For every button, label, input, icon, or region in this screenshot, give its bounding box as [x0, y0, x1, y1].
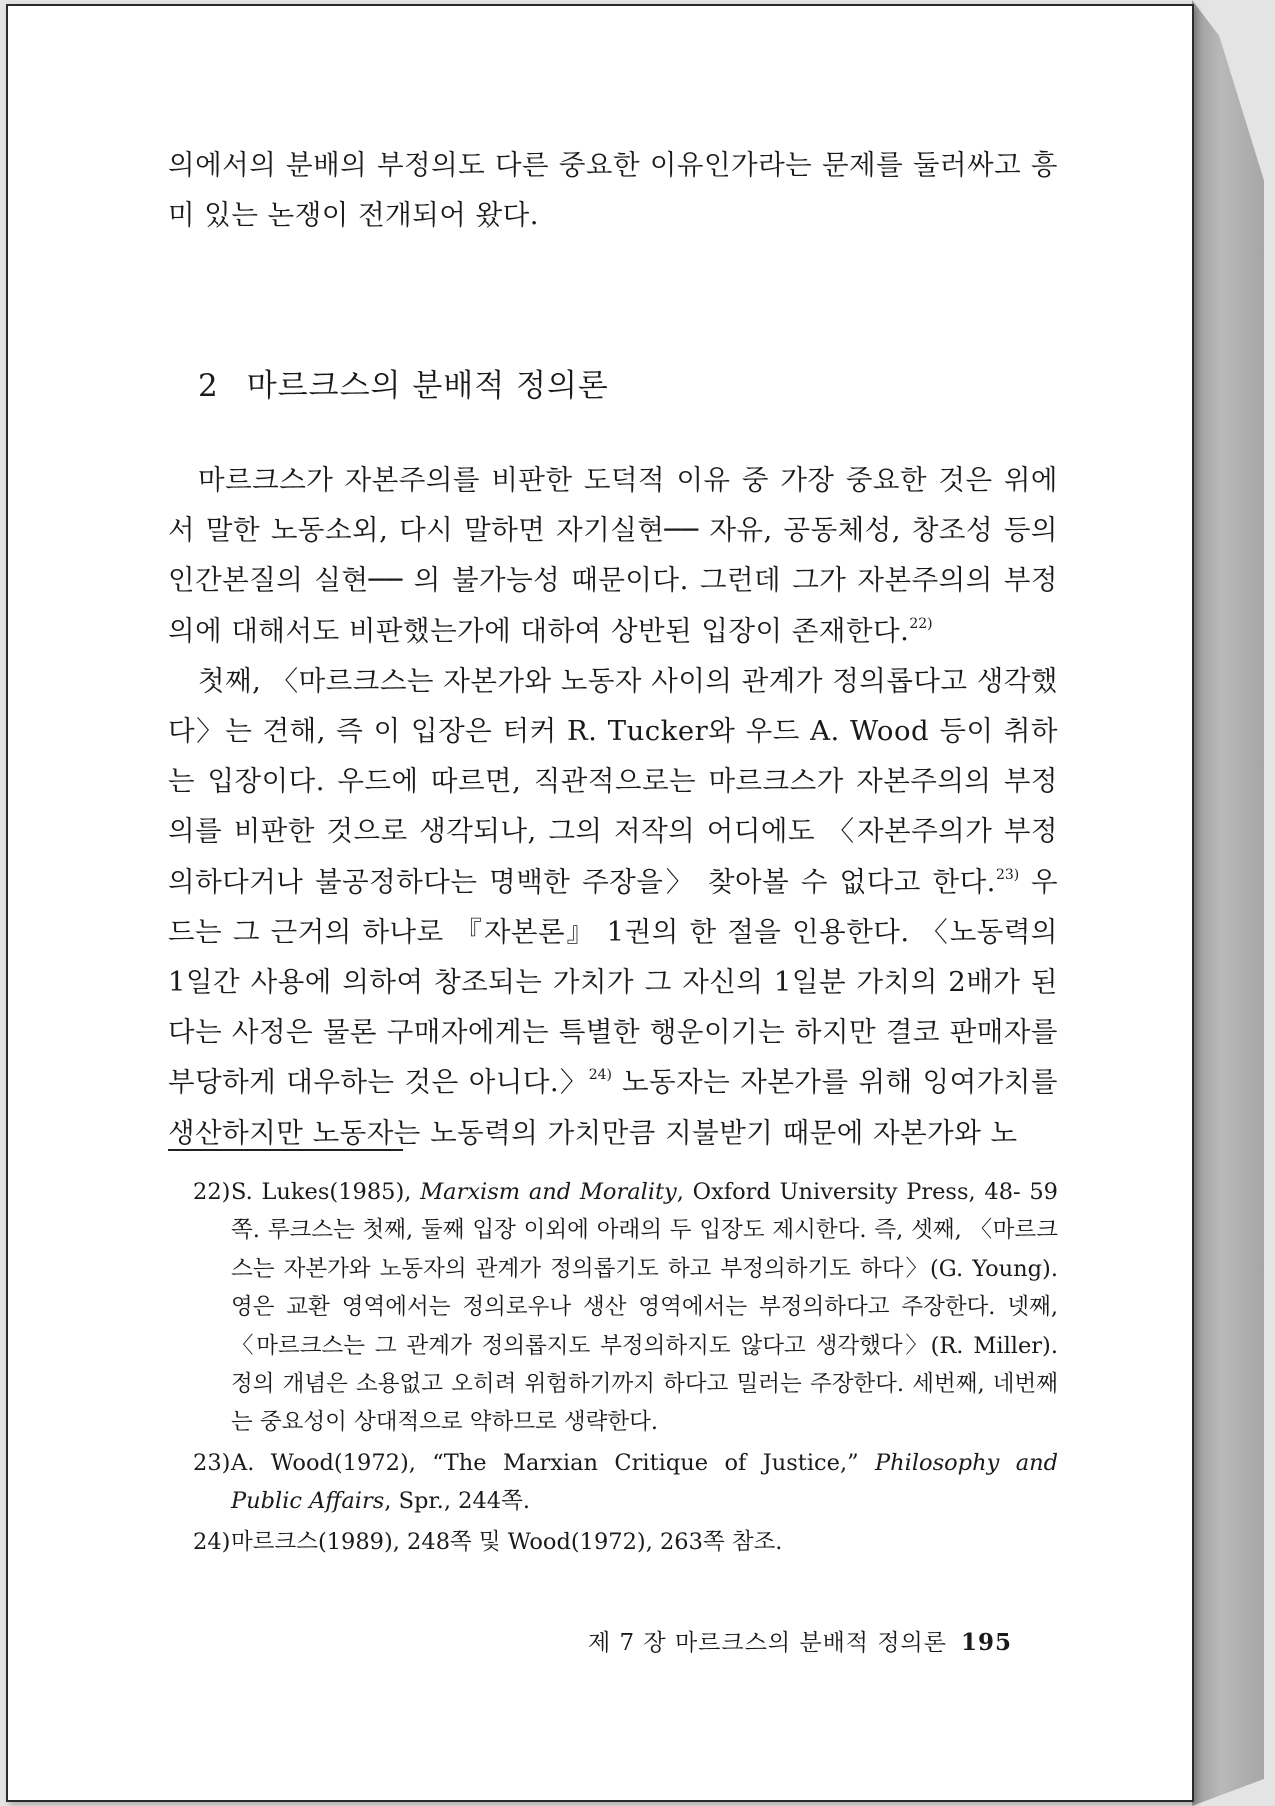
footnote-text [231, 1444, 1058, 1521]
book-edge [1192, 0, 1264, 1806]
paragraph-2-text-b: 우드는 그 근거의 하나로 『자본론』 1권의 한 절을 인용한다. 〈노동력의 1일간 사용에 의하여 창조되는 가치가 그 자신의 1일분 가치의 2배가 된다는 사정은 물론 구매자에게는 특별한 행운이기는 하지만 결코 판매자를 부당하게 대우하는 것은 아니다.〉 [168, 865, 1059, 1099]
paragraph-2 [168, 656, 1058, 1158]
footnotes [193, 1173, 1058, 1563]
footnote-text-post: , Oxford University Press, 48- 59쪽. 루크스는 첫째, 둘째 입장 이외에 아래의 두 입장도 제시한다. 즉, 셋째, 〈마르크스는 자본가와 노동자의 관계가 정의롭기도 하고 부정의하기도 하다〉(G. Young). 영은 교환 영역에서는 정의로우나 생산 영역에서는 부정의하다고 주장한다. 넷째, 〈마르크스는 그 관계가 정의롭지도 부정의하지도 않다고 생각했다〉(R. Miller). 정의 개념은 소용없고 오히려 위험하기까지 하다고 밀러는 주장한다. 세번째, 네번째는 중요성이 상대적으로 약하므로 생략한다. [231, 1179, 1058, 1436]
section-number: 2 [198, 368, 219, 404]
footnote-22 [193, 1173, 1058, 1442]
paragraph-2-text-a: 첫째, 〈마르크스는 자본가와 노동자 사이의 관계가 정의롭다고 생각했다〉는 견해, 즉 이 입장은 터커 R. Tucker와 우드 A. Wood 등이 취하는 입장이다. 우드에 따르면, 직관적으로는 마르크스가 자본주의의 부정의를 비판한 것으로 생각되나, 그의 저작의 어디에도 〈자본주의가 부정의하다거나 불공정하다는 명백한 주장을〉 찾아볼 수 없다고 한다. [168, 664, 1058, 898]
section-heading [198, 360, 609, 405]
page-number: 195 [960, 1629, 1012, 1656]
footnote-book-title: Marxism and Morality [420, 1179, 677, 1205]
continuation-block [168, 140, 1058, 240]
chapter-title: 제 7 장 마르크스의 분배적 정의론 [587, 1630, 947, 1656]
footnote-text-pre: 마르크스(1989), 248쪽 및 Wood(1972), 263쪽 참조. [231, 1528, 783, 1555]
footnote-text-post: , Spr., 244쪽. [384, 1488, 530, 1515]
footnote-ref-24: 24) [588, 1067, 612, 1084]
footnote-text-pre: S. Lukes(1985), [231, 1179, 421, 1205]
footnote-number: 23) [193, 1449, 231, 1476]
main-text [168, 455, 1058, 1158]
paragraph-2-text-c: 노동자는 자본가를 위해 잉여가치를 생산하지만 노동자는 노동력의 가치만큼 지불받기 때문에 자본가와 노 [168, 1066, 1058, 1149]
footnote-number: 24) [193, 1528, 231, 1555]
footnote-ref-23: 23) [995, 866, 1020, 883]
running-footer [588, 1624, 1012, 1657]
footnote-divider [168, 1149, 403, 1151]
footnote-text-pre: A. Wood(1972), “The Marxian Critique of Justice,” [231, 1449, 876, 1476]
footnote-journal-title: Philosophy and Public Affairs [231, 1449, 1059, 1515]
continuation-paragraph: 의에서의 분배의 부정의도 다른 중요한 이유인가라는 문제를 둘러싸고 흥미 있는 논쟁이 전개되어 왔다. [168, 149, 1058, 232]
paragraph-1 [168, 455, 1058, 656]
paragraph-1-text: 마르크스가 자본주의를 비판한 도덕적 이유 중 가장 중요한 것은 위에서 말한 노동소외, 다시 말하면 자기실현── 자유, 공동체성, 창조성 등의 인간본질의 실현── 의 불가능성 때문이다. 그런데 그가 자본주의의 부정의에 대해서도 비판했는가에 대하여 상반된 입장이 존재한다. [168, 464, 1058, 647]
footnote-number: 22) [193, 1179, 231, 1205]
book-page [6, 4, 1194, 1802]
footnote-24 [193, 1523, 1058, 1561]
footnote-text [231, 1523, 1058, 1561]
section-title: 마르크스의 분배적 정의론 [246, 368, 609, 404]
footnote-23 [193, 1444, 1058, 1521]
footnote-ref-22: 22) [909, 615, 933, 632]
footnote-text [231, 1173, 1058, 1442]
